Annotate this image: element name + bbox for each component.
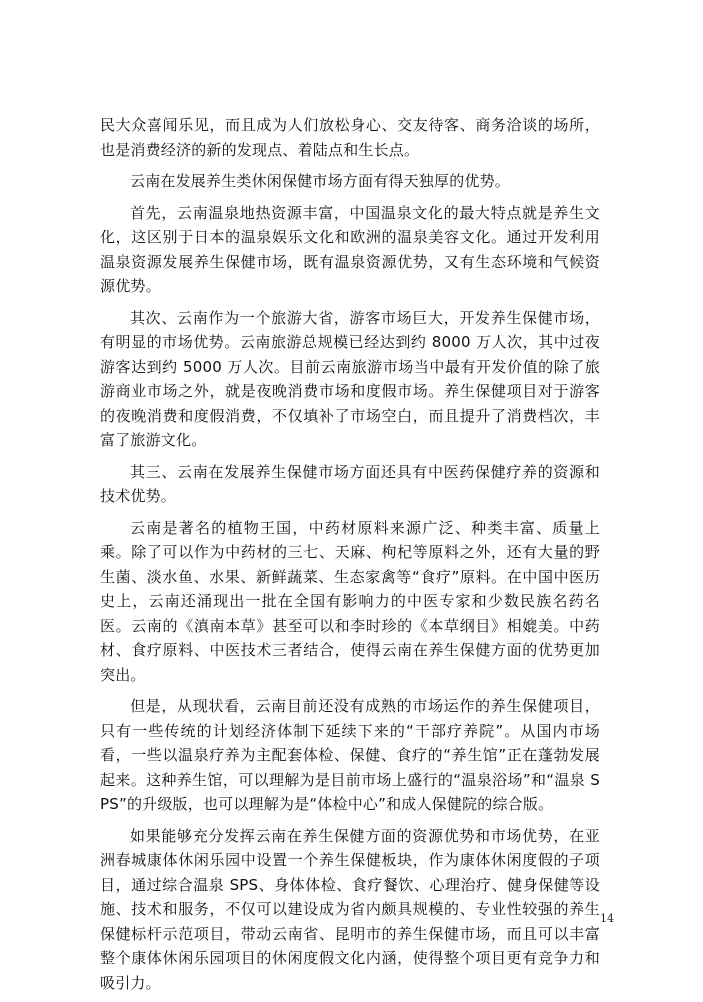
page-number: 14 — [600, 912, 614, 925]
paragraph-tourism-market: 其次、云南作为一个旅游大省，游客市场巨大，开发养生保健市场，有明显的市场优势。云南旅游总规模已经达到约 8000 万人次，其中过夜游客达到约 5000 万人次。目前云南旅游市场当中最有开发价值的除了旅游商业市场之外，就是夜晚消费市场和度假市场。养生保健项目对于游客的夜晚消费和度假消费，不仅填补了市场空白，而且提升了消费档次，丰富了旅游文化。 — [100, 308, 600, 449]
body-text — [100, 113, 600, 1002]
paragraph-advantage-intro: 云南在发展养生类休闲保健市场方面有得天独厚的优势。 — [130, 172, 511, 190]
paragraph-hot-spring-resources: 首先，云南温泉地热资源丰富，中国温泉文化的最大特点就是养生文化，这区别于日本的温泉娱乐文化和欧洲的温泉美容文化。通过开发利用温泉资源发展养生保健市场，既有温泉资源优势，又有生态环境和气候资源优势。 — [100, 203, 600, 295]
paragraph-tcm-advantage: 其三、云南在发展养生保健市场方面还具有中医药保健疗养的资源和技术优势。 — [100, 462, 600, 505]
paragraph-proposal: 如果能够充分发挥云南在养生保健方面的资源优势和市场优势，在亚洲春城康体休闲乐园中设置一个养生保健板块，作为康体休闲度假的子项目，通过综合温泉 SPS、身体体检、食疗餐饮、心理治疗、健身保健等设施、技术和服务，不仅可以建设成为省内颇具规模的、专业性较强的养生保健标杆示范项目，带动云南省、昆明市的养生保健市场，而且可以丰富整个康体休闲乐园项目的休闲度假文化内涵，使得整个项目更有竞争力和吸引力。 — [100, 826, 600, 992]
paragraph-plant-kingdom: 云南是著名的植物王国，中药材原料来源广泛、种类丰富、质量上乘。除了可以作为中药材的三七、天麻、枸杞等原料之外，还有大量的野生菌、淡水鱼、水果、新鲜蔬菜、生态家禽等“食疗”原料。在中国中医历史上，云南还涌现出一批在全国有影响力的中医专家和少数民族名药名医。云南的《滇南本草》甚至可以和李时珍的《本草纲目》相媲美。中药材、食疗原料、中医技术三者结合，使得云南在养生保健方面的优势更加突出。 — [100, 518, 600, 684]
paragraph-current-situation: 但是，从现状看，云南目前还没有成熟的市场运作的养生保健项目，只有一些传统的计划经济体制下延续下来的“干部疗养院”。从国内市场看，一些以温泉疗养为主配套体检、保健、食疗的“养生馆”正在蓬勃发展起来。这种养生馆，可以理解为是目前市场上盛行的“温泉浴场”和“温泉 SPS”的升级版，也可以理解为是“体检中心”和成人保健院的综合版。 — [100, 697, 600, 813]
paragraph-continuation: 民大众喜闻乐见，而且成为人们放松身心、交友待客、商务洽谈的场所，也是消费经济的新的发现点、着陆点和生长点。 — [100, 116, 600, 159]
